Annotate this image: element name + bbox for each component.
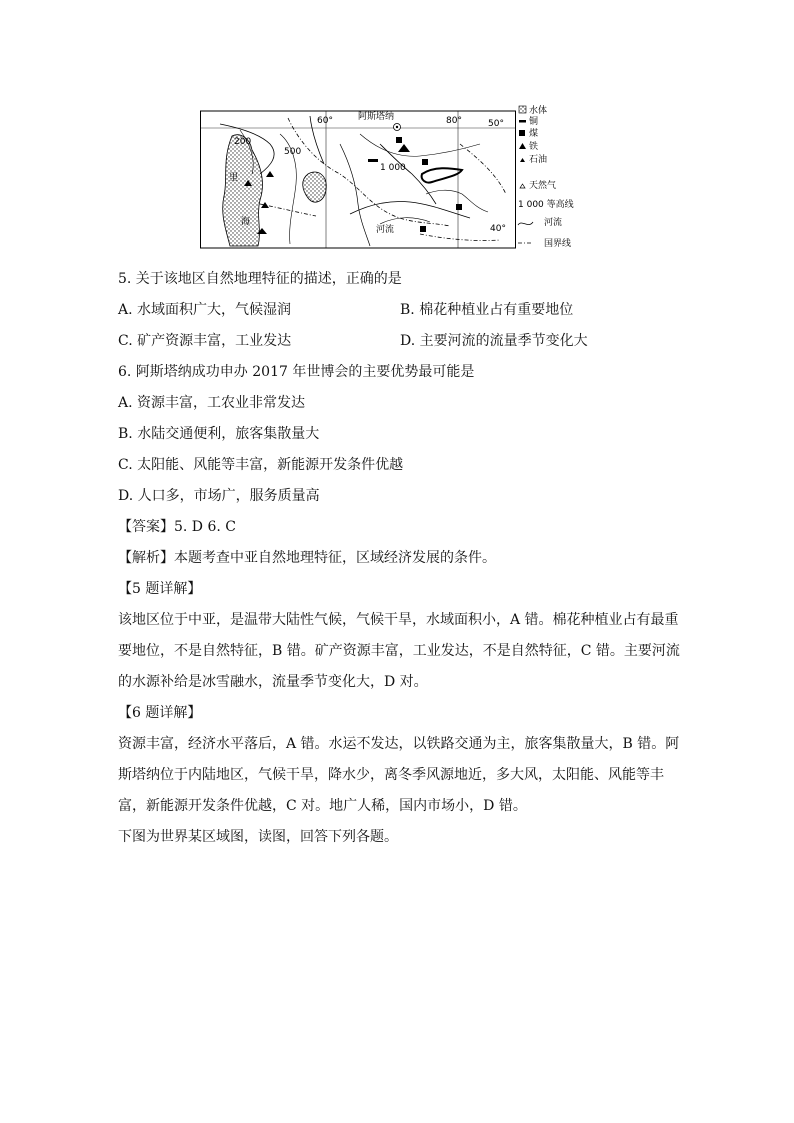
map-label-li: 里 xyxy=(229,173,239,183)
legend-gas: 天然气 xyxy=(529,181,557,191)
next-instruction: 下图为世界某区域图，读图，回答下列各题。 xyxy=(118,829,398,845)
map-label-lat40: 40° xyxy=(490,224,506,234)
map-label-contour-1000: 1 000 xyxy=(380,163,406,173)
coal-icon xyxy=(396,137,402,143)
q6-option-b: B. 水陆交通便利，旅客集散量大 xyxy=(118,426,320,442)
map-label-lon80: 80° xyxy=(446,116,462,126)
legend-contour: 1 000 等高线 xyxy=(518,200,574,210)
map-label-hai: 海 xyxy=(241,217,251,227)
legend-border: 国界线 xyxy=(544,239,572,249)
legend-copper: 铜 xyxy=(529,117,539,127)
q6-option-d: D. 人口多，市场广，服务质量高 xyxy=(118,488,320,504)
q5-stem: 5. 关于该地区自然地理特征的描述，正确的是 xyxy=(118,271,402,287)
map-label-astana: 阿斯塔纳 xyxy=(358,112,395,122)
legend-water: 水体 xyxy=(529,106,548,116)
answer-line: 【答案】5. D 6. C xyxy=(118,519,237,535)
q5-option-a: A. 水域面积广大，气候湿润 xyxy=(118,302,292,318)
detail5-title: 【5 题详解】 xyxy=(118,581,202,597)
coal-icon xyxy=(420,226,426,232)
legend-river: 河流 xyxy=(544,218,563,228)
detail6-title: 【6 题详解】 xyxy=(118,705,202,721)
map-label-river: 河流 xyxy=(376,225,395,235)
region-map xyxy=(200,104,595,254)
q6-stem: 6. 阿斯塔纳成功申办 2017 年世博会的主要优势最可能是 xyxy=(118,364,475,380)
legend-oil: 石油 xyxy=(529,155,548,165)
detail5-text: 该地区位于中亚，是温带大陆性气候，气候干旱，水域面积小，A 错。棉花种植业占有最重要地位，不是自然特征，B 错。矿产资源丰富，工业发达，不是自然特征，C 错。主要河流的水源补给是冰雪融水，流量季节变化大，D 对。 xyxy=(118,612,680,690)
legend-iron: 铁 xyxy=(529,142,539,152)
map-label-contour-200: 200 xyxy=(234,137,252,147)
coal-icon xyxy=(456,204,462,210)
map-legend xyxy=(518,104,574,249)
legend-coal: 煤 xyxy=(529,129,539,139)
analysis-line: 【解析】本题考查中亚自然地理特征，区域经济发展的条件。 xyxy=(118,550,496,566)
q5-option-c: C. 矿产资源丰富，工业发达 xyxy=(118,333,292,349)
q5-option-b: B. 棉花种植业占有重要地位 xyxy=(400,302,574,318)
map-label-contour-500: 500 xyxy=(284,147,302,157)
detail6-text: 资源丰富，经济水平落后，A 错。水运不发达，以铁路交通为主，旅客集散量大，B 错。阿斯塔纳位于内陆地区，气候干旱，降水少，离冬季风源地近，多大风，太阳能、风能等丰富，新能源开发条件优越，C 对。地广人稀，国内市场小，D 错。 xyxy=(118,736,680,814)
q5-option-d: D. 主要河流的流量季节变化大 xyxy=(400,333,588,349)
q6-option-c: C. 太阳能、风能等丰富，新能源开发条件优越 xyxy=(118,457,404,473)
coal-icon xyxy=(422,159,428,165)
copper-icon xyxy=(368,159,378,162)
q6-option-a: A. 资源丰富，工农业非常发达 xyxy=(118,395,306,411)
map-label-lat50: 50° xyxy=(488,119,504,129)
map-label-lon60: 60° xyxy=(317,116,333,126)
